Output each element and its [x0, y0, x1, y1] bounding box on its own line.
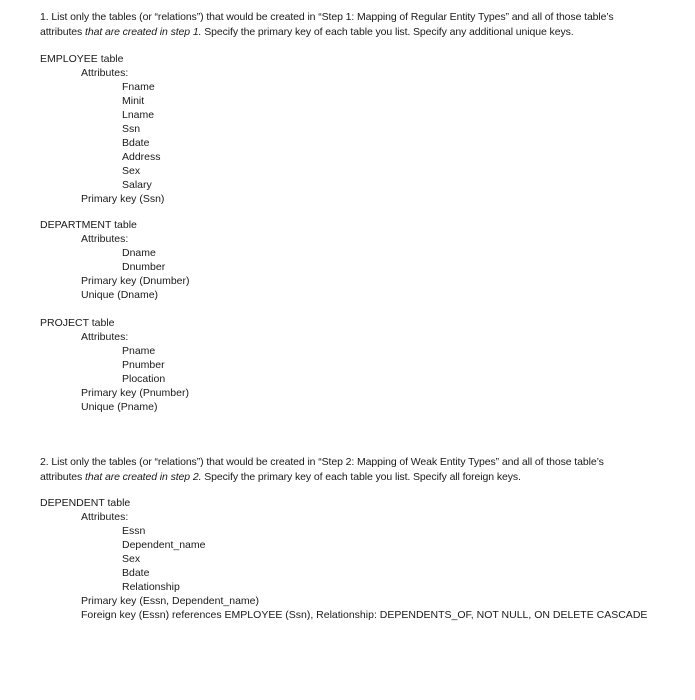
dependent-attribute: Bdate [122, 567, 150, 579]
question-1-italic: that are created in step 1. [85, 26, 202, 38]
project-attribute: Plocation [122, 373, 166, 385]
department-attributes-label: Attributes: [81, 233, 129, 245]
question-2 [40, 455, 640, 485]
employee-attribute: Salary [122, 179, 152, 191]
dependent-attribute: Essn [122, 525, 146, 537]
dependent-attribute: Sex [122, 553, 141, 565]
department-table-block [40, 218, 660, 302]
dependent-primary-key: Primary key (Essn, Dependent_name) [81, 595, 259, 607]
dependent-attributes-label: Attributes: [81, 511, 129, 523]
question-1 [40, 10, 640, 40]
employee-attribute: Bdate [122, 137, 150, 149]
question-2-number: 2. [40, 456, 49, 468]
dependent-table-title: DEPENDENT table [40, 497, 131, 509]
project-table-title: PROJECT table [40, 317, 115, 329]
question-2-italic: that are created in step 2. [85, 471, 202, 483]
employee-attributes-label: Attributes: [81, 67, 129, 79]
question-2-text: List only the tables (or “relations”) that would be created in “Step 2: Mapping of Weak Entity Types” and all of those table’s attributes [40, 456, 604, 483]
employee-attribute: Lname [122, 109, 155, 121]
project-unique-key: Unique (Pname) [81, 401, 158, 413]
question-1-number: 1. [40, 11, 49, 23]
project-attribute: Pnumber [122, 359, 165, 371]
project-primary-key: Primary key (Pnumber) [81, 387, 189, 399]
question-2-instructions: Specify the primary key of each table you list. Specify all foreign keys. [204, 471, 521, 483]
employee-table-title: EMPLOYEE table [40, 53, 124, 65]
department-primary-key: Primary key (Dnumber) [81, 275, 190, 287]
employee-attribute: Minit [122, 95, 145, 107]
question-1-instructions: Specify the primary key of each table you list. Specify any additional unique keys. [204, 26, 574, 38]
question-1-text: List only the tables (or “relations”) that would be created in “Step 1: Mapping of Regular Entity Types” and all of those table’s attributes [40, 11, 614, 38]
employee-attribute: Sex [122, 165, 141, 177]
dependent-table-block [40, 496, 660, 622]
project-table-block [40, 316, 660, 414]
employee-table-block [40, 52, 660, 206]
dependent-attribute: Dependent_name [122, 539, 206, 551]
dependent-attribute: Relationship [122, 581, 180, 593]
department-attribute: Dname [122, 247, 156, 259]
department-table-title: DEPARTMENT table [40, 219, 137, 231]
employee-primary-key: Primary key (Ssn) [81, 193, 165, 205]
employee-attribute: Address [122, 151, 161, 163]
dependent-foreign-key: Foreign key (Essn) references EMPLOYEE (Ssn), Relationship: DEPENDENTS_OF, NOT NULL, ON DELETE CASCADE [81, 609, 648, 621]
project-attributes-label: Attributes: [81, 331, 129, 343]
employee-attribute: Fname [122, 81, 155, 93]
department-unique-key: Unique (Dname) [81, 289, 159, 301]
project-attribute: Pname [122, 345, 156, 357]
department-attribute: Dnumber [122, 261, 166, 273]
employee-attribute: Ssn [122, 123, 141, 135]
